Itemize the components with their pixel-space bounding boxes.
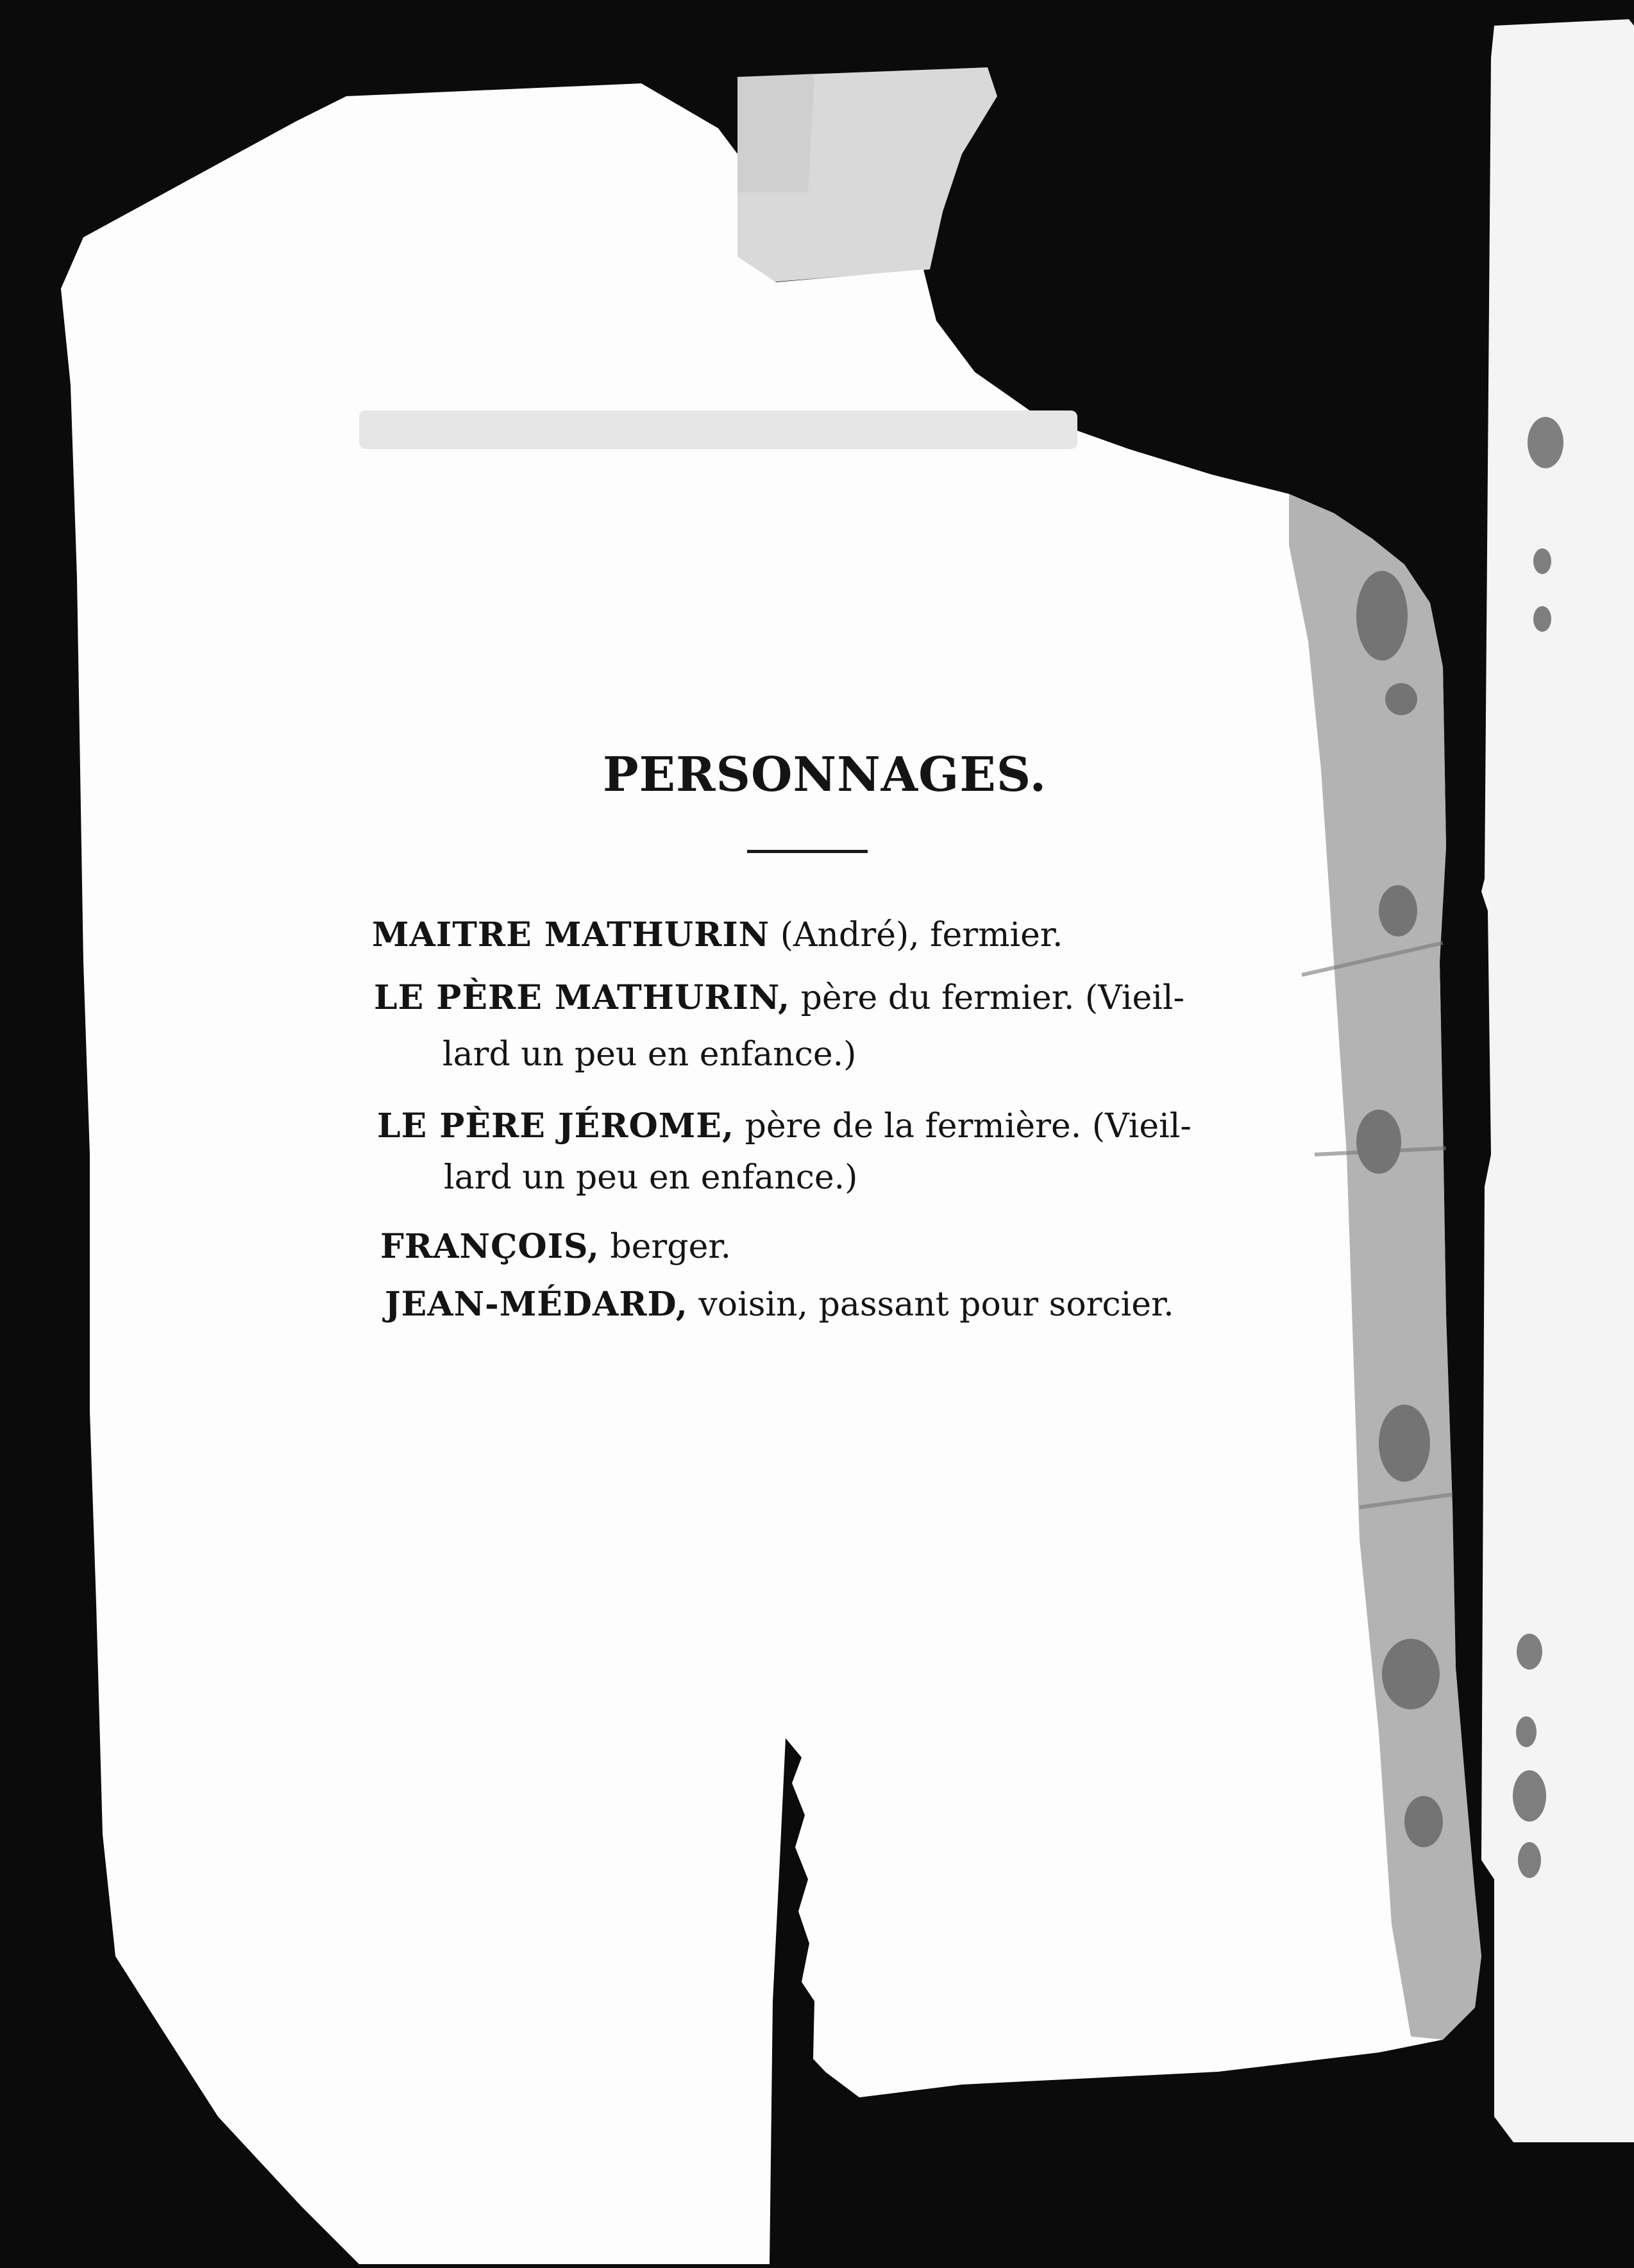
character-entry-maitre-mathurin — [372, 915, 1063, 954]
character-description-continuation: lard un peu en enfance.) — [444, 1158, 858, 1197]
character-description: (André), fermier. — [770, 916, 1063, 954]
character-name: FRANÇOIS, — [380, 1227, 600, 1266]
character-description: père du fermier. (Vieil- — [790, 979, 1185, 1017]
character-description: voisin, passant pour sorcier. — [687, 1285, 1174, 1324]
character-description: père de la fermière. (Vieil- — [734, 1107, 1192, 1146]
character-name: MAITRE MATHURIN — [372, 915, 770, 954]
character-name: LE PÈRE MATHURIN, — [374, 978, 791, 1017]
character-name: JEAN-MÉDARD, — [385, 1285, 688, 1324]
character-description: berger. — [599, 1228, 732, 1266]
character-description-continuation: lard un peu en enfance.) — [442, 1035, 857, 1074]
character-entry-jean-medard — [385, 1285, 1174, 1324]
page-heading: PERSONNAGES. — [603, 747, 1047, 802]
character-entry-pere-mathurin — [374, 978, 1185, 1017]
character-entry-francois — [380, 1227, 732, 1266]
character-entry-pere-jerome — [377, 1106, 1192, 1146]
heading-divider — [747, 850, 868, 853]
character-name: LE PÈRE JÉROME, — [377, 1106, 735, 1146]
